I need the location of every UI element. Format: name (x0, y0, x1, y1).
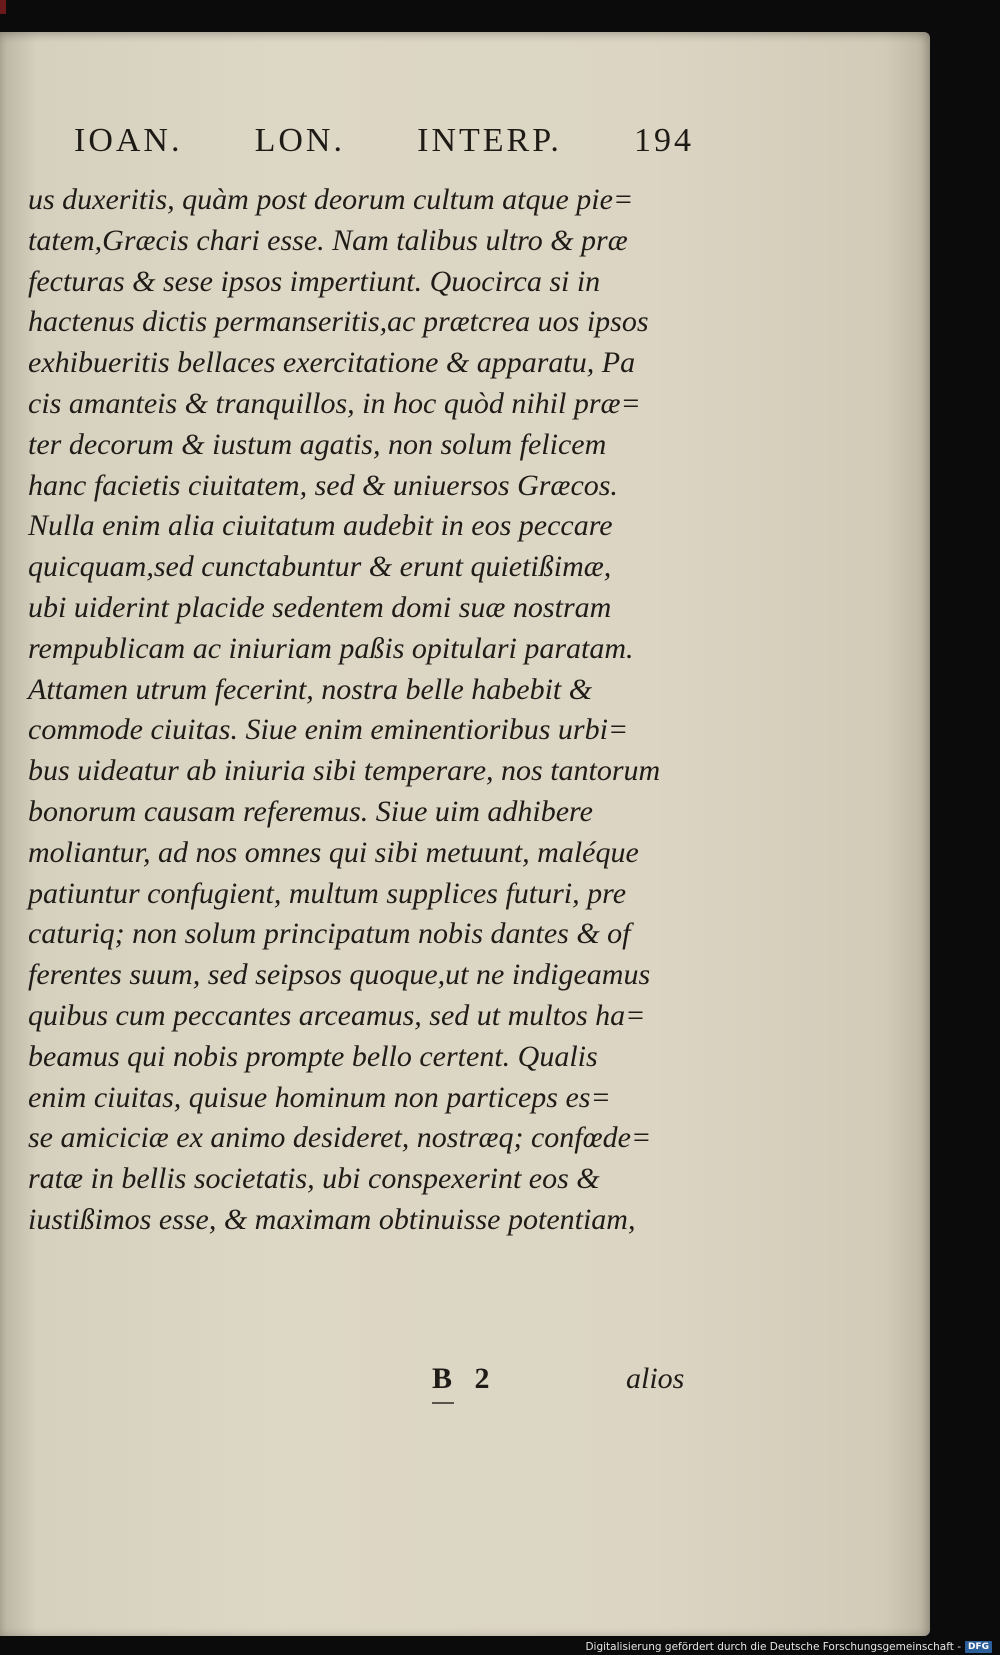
dfg-logo-icon: DFG (965, 1641, 992, 1653)
text-line: ratæ in bellis societatis, ubi conspexerint eos & (28, 1162, 600, 1196)
text-line: patiuntur confugient, multum supplices futuri, pre (28, 876, 627, 910)
text-line: tatem,Græcis chari esse. Nam talibus ultro & præ (28, 223, 628, 257)
text-line: ter decorum & iustum agatis, non solum felicem (28, 427, 607, 461)
text-line: rempublicam ac iniuriam paßis opitulari paratam. (28, 631, 634, 665)
text-line: enim ciuitas, quisue hominum non particeps es= (28, 1080, 611, 1114)
book-page (0, 32, 930, 1636)
page-number: 194 (633, 122, 694, 159)
text-line: ferentes suum, sed seipsos quoque,ut ne indigeamus (28, 958, 651, 992)
signature-number: 2 (474, 1362, 490, 1395)
text-line: hanc facietis ciuitatem, sed & uniuersos Græcos. (28, 468, 618, 502)
signature-mark (432, 1362, 490, 1396)
running-head-name: LON. (254, 122, 345, 159)
text-line: se amiciciæ ex animo desideret, nostræq; confœde= (28, 1121, 652, 1155)
text-line: caturiq; non solum principatum nobis dantes & of (28, 917, 631, 951)
text-line: commode ciuitas. Siue enim eminentioribus urbi= (28, 713, 629, 747)
text-line: beamus qui nobis prompte bello certent. Qualis (28, 1039, 598, 1073)
text-line: moliantur, ad nos omnes qui sibi metuunt, maléque (28, 835, 639, 869)
text-line: us duxeritis, quàm post deorum cultum atque pie= (28, 183, 634, 216)
running-head (74, 122, 694, 160)
text-line: quibus cum peccantes arceamus, sed ut multos ha= (28, 998, 646, 1032)
text-line: ubi uiderint placide sedentem domi suæ nostram (28, 590, 612, 624)
digitization-credit (585, 1641, 992, 1653)
running-head-author: IOAN. (74, 122, 183, 159)
running-head-section: INTERP. (417, 122, 562, 159)
signature-underline (432, 1402, 454, 1404)
text-line: quicquam,sed cunctabuntur & erunt quietißimæ, (28, 550, 612, 584)
signature-letter: B (432, 1362, 453, 1395)
text-line: Attamen utrum fecerint, nostra belle habebit & (28, 672, 593, 706)
text-line: hactenus dictis permanseritis,ac prætcrea uos ipsos (28, 305, 649, 339)
text-line: exhibueritis bellaces exercitatione & apparatu, Pa (28, 346, 636, 380)
text-line: bonorum causam referemus. Siue uim adhibere (28, 794, 593, 828)
catchword: alios (626, 1362, 685, 1395)
text-line: fecturas & sese ipsos impertiunt. Quocirca si in (28, 264, 601, 298)
text-line: bus uideatur ab iniuria sibi temperare, nos tantorum (28, 754, 661, 788)
text-line: iustißimos esse, & maximam obtinuisse potentiam, (28, 1202, 636, 1236)
body-text (28, 180, 688, 1241)
text-line: cis amanteis & tranquillos, in hoc quòd nihil præ= (28, 386, 641, 420)
credit-text: Digitalisierung gefördert durch die Deutsche Forschungsgemeinschaft - (585, 1641, 961, 1653)
text-line: Nulla enim alia ciuitatum audebit in eos peccare (28, 509, 613, 543)
binding-edge (0, 0, 6, 14)
